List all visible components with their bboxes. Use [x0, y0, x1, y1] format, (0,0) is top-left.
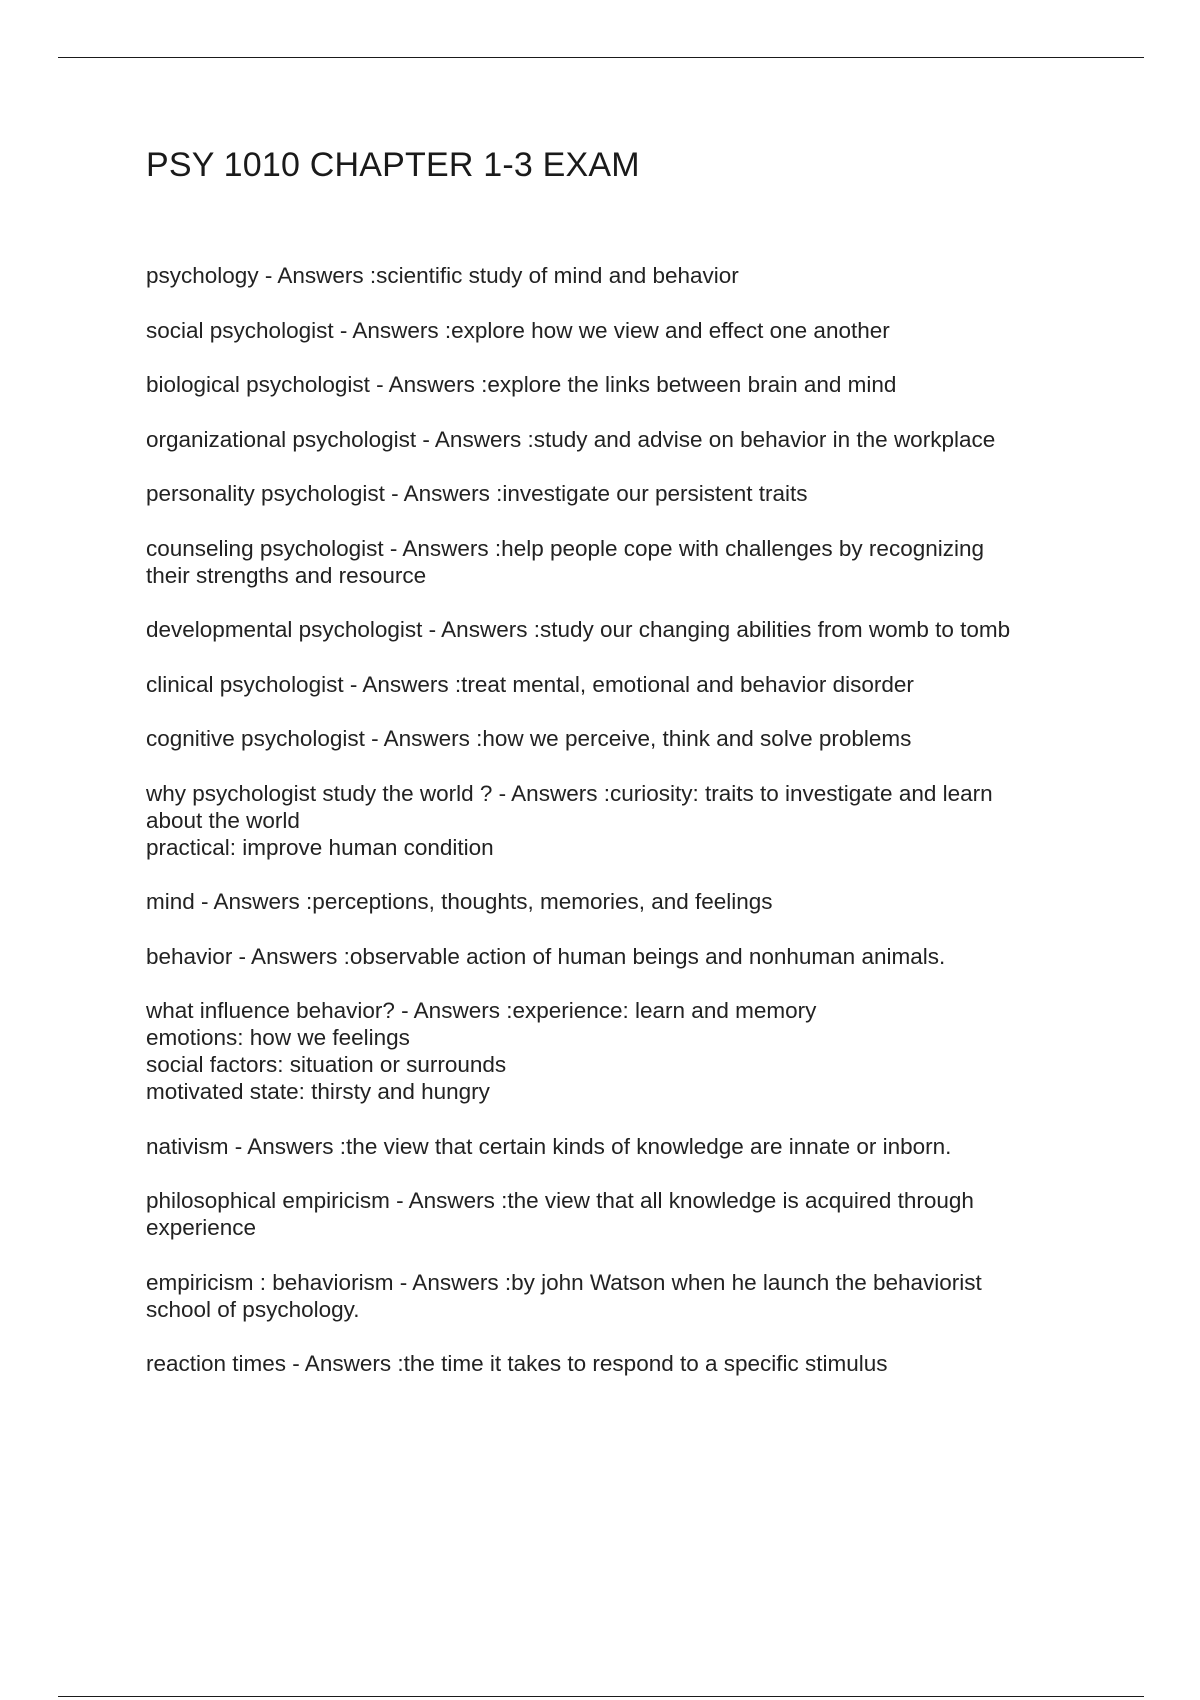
qa-entry-line: school of psychology.	[146, 1296, 360, 1322]
qa-entry-line: reaction times - Answers :the time it takes to respond to a specific stimulus	[146, 1351, 888, 1376]
qa-entry-line: practical: improve human condition	[146, 834, 494, 860]
top-divider	[58, 57, 1144, 58]
qa-entry	[146, 725, 1096, 752]
qa-entry-line: behavior - Answers :observable action of human beings and nonhuman animals.	[146, 943, 946, 969]
qa-entry-line: personality psychologist - Answers :investigate our persistent traits	[146, 481, 808, 506]
qa-list	[146, 262, 1096, 1405]
qa-entry	[146, 262, 1096, 289]
qa-entry-line: about the world	[146, 807, 300, 833]
qa-entry	[146, 1133, 1096, 1160]
qa-entry	[146, 1187, 1096, 1241]
qa-entry-line: cognitive psychologist - Answers :how we perceive, think and solve problems	[146, 726, 912, 751]
qa-entry-line: clinical psychologist - Answers :treat mental, emotional and behavior disorder	[146, 671, 914, 697]
qa-entry	[146, 317, 1096, 344]
qa-entry-line: their strengths and resource	[146, 562, 427, 588]
qa-entry-line: emotions: how we feelings	[146, 1025, 410, 1050]
qa-entry	[146, 997, 1096, 1105]
qa-entry	[146, 535, 1096, 589]
qa-entry-line: philosophical empiricism - Answers :the view that all knowledge is acquired through	[146, 1188, 974, 1213]
qa-entry-line: organizational psychologist - Answers :study and advise on behavior in the workplace	[146, 426, 996, 452]
qa-entry-line: developmental psychologist - Answers :study our changing abilities from womb to tomb	[146, 617, 1011, 642]
qa-entry-line: psychology - Answers :scientific study of mind and behavior	[146, 263, 739, 288]
qa-entry-line: what influence behavior? - Answers :experience: learn and memory	[146, 998, 817, 1023]
qa-entry	[146, 1269, 1096, 1323]
qa-entry-line: mind - Answers :perceptions, thoughts, memories, and feelings	[146, 889, 773, 914]
qa-entry	[146, 480, 1096, 507]
qa-entry	[146, 426, 1096, 453]
qa-entry-line: why psychologist study the world ? - Answers :curiosity: traits to investigate and learn	[146, 780, 993, 806]
qa-entry	[146, 371, 1096, 398]
qa-entry	[146, 943, 1096, 970]
qa-entry	[146, 616, 1096, 643]
qa-entry-line: social psychologist - Answers :explore how we view and effect one another	[146, 317, 890, 343]
qa-entry	[146, 888, 1096, 915]
qa-entry-line: nativism - Answers :the view that certain kinds of knowledge are innate or inborn.	[146, 1133, 952, 1159]
qa-entry-line: empiricism : behaviorism - Answers :by john Watson when he launch the behaviorist	[146, 1269, 982, 1295]
qa-entry-line: counseling psychologist - Answers :help people cope with challenges by recognizing	[146, 535, 985, 561]
qa-entry-line: social factors: situation or surrounds	[146, 1052, 507, 1077]
qa-entry	[146, 671, 1096, 698]
qa-entry	[146, 1350, 1096, 1377]
page-title: PSY 1010 CHAPTER 1-3 EXAM	[146, 146, 640, 184]
qa-entry-line: biological psychologist - Answers :explore the links between brain and mind	[146, 372, 897, 397]
bottom-divider	[58, 1696, 1144, 1697]
qa-entry	[146, 780, 1096, 861]
qa-entry-line: motivated state: thirsty and hungry	[146, 1079, 490, 1104]
qa-entry-line: experience	[146, 1215, 257, 1240]
